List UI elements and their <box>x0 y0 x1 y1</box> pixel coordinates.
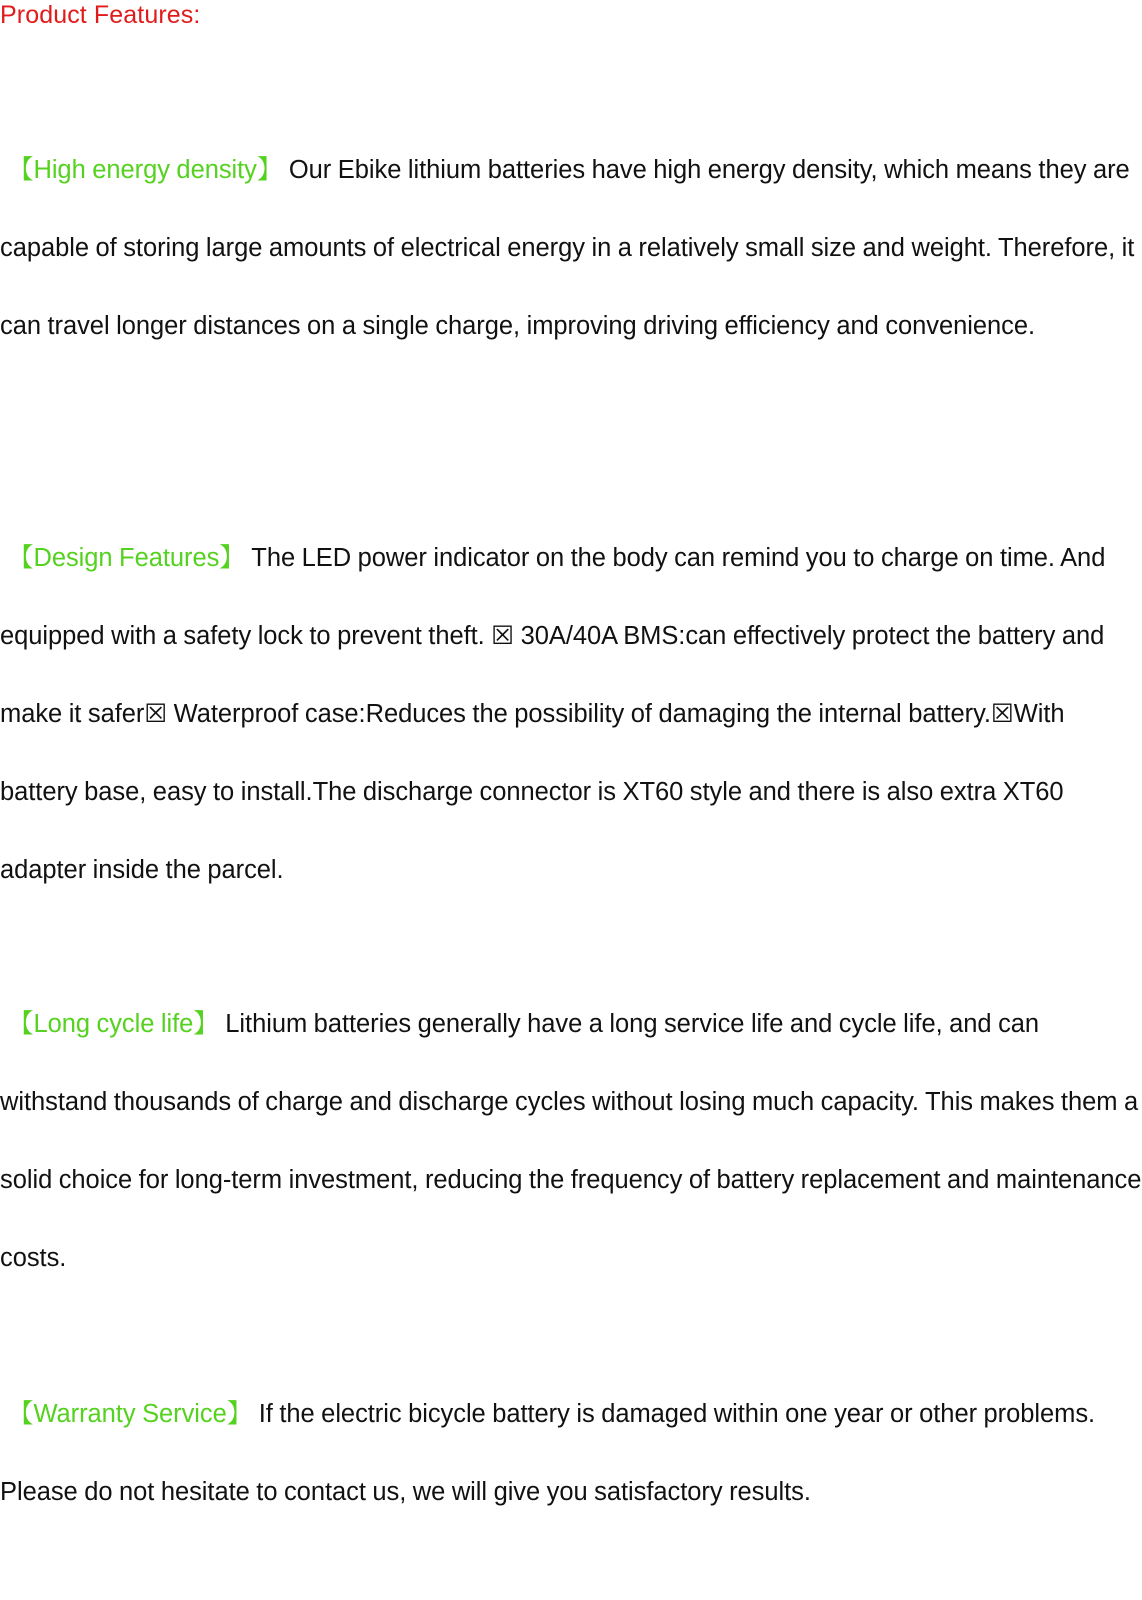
feature-body: Our Ebike lithium batteries have high energy density, which means they are capable of storing large amounts of electrical energy in a relatively small size and weight. Therefore, it can travel longer distances on a single charge, improving driving efficiency and convenience. <box>0 156 1135 340</box>
feature-body: The LED power indicator on the body can remind you to charge on time. And equipped with a safety lock to prevent theft. ☒ 30A/40A BMS:can effectively protect the battery and make it safer☒ Waterproof case:Reduces the possibility of damaging the internal battery.☒With battery base, easy to install.The discharge connector is XT60 style and there is also extra XT60 adapter inside the parcel. <box>0 544 1106 884</box>
feature-design-features <box>0 519 1142 909</box>
feature-warranty-service <box>0 1375 1142 1531</box>
feature-heading: 【High energy density】 <box>8 156 283 184</box>
feature-heading: 【Design Features】 <box>8 544 245 572</box>
feature-long-cycle-life <box>0 985 1142 1297</box>
feature-body: If the electric bicycle battery is damaged within one year or other problems. Please do not hesitate to contact us, we will give you satisfactory results. <box>0 1400 1096 1506</box>
feature-body: Lithium batteries generally have a long service life and cycle life, and can withstand thousands of charge and discharge cycles without losing much capacity. This makes them a solid choice for long-term investment, reducing the frequency of battery replacement and maintenance costs. <box>0 1010 1142 1272</box>
feature-heading: 【Long cycle life】 <box>8 1010 219 1038</box>
feature-heading: 【Warranty Service】 <box>8 1400 253 1428</box>
feature-high-energy-density <box>0 131 1142 365</box>
page-title: Product Features: <box>0 1 201 29</box>
